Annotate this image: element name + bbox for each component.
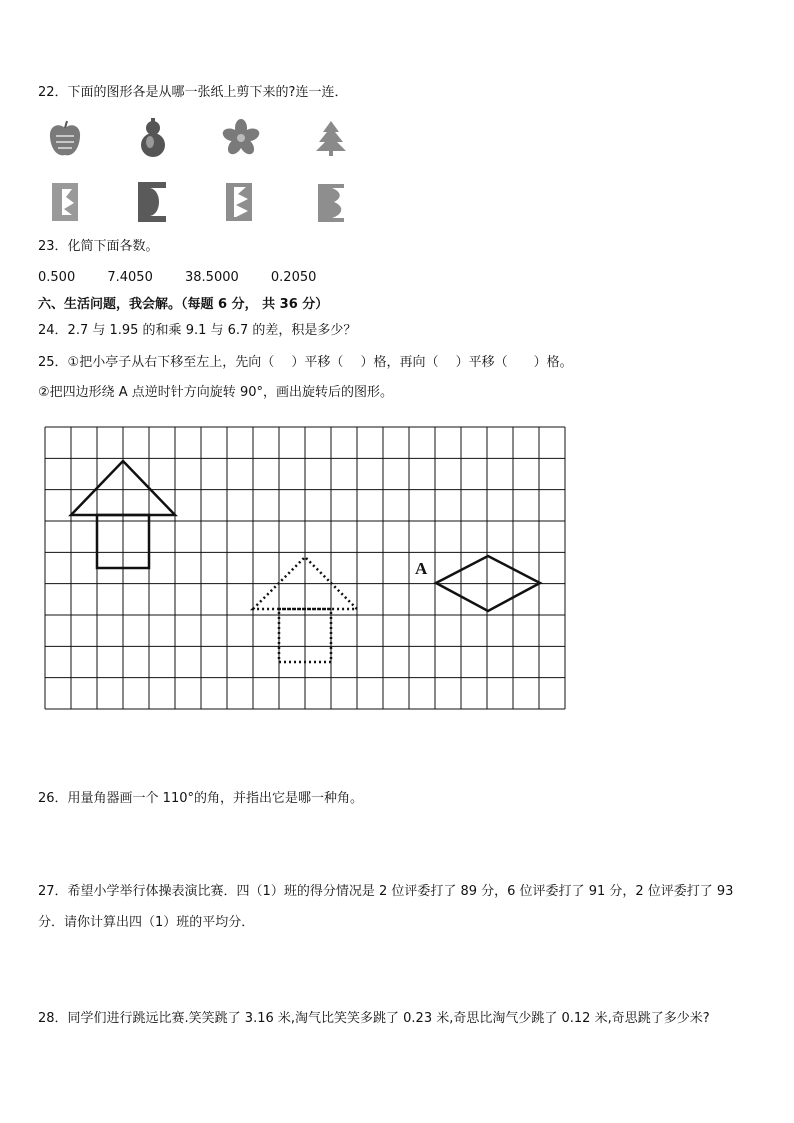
q26-text: 26．用量角器画一个 110°的角，并指出它是哪一种角。 [38, 791, 363, 806]
paper-cut-4-icon [316, 182, 346, 224]
flower-shape-icon [222, 119, 260, 157]
grid-figure [44, 426, 568, 711]
q24-text: 24．2.7 与 1.95 的和乘 9.1 与 6.7 的差，积是多少？ [38, 323, 357, 338]
number-item: 7.4050 [107, 270, 153, 285]
q23-numbers [38, 269, 344, 287]
number-item: 38.5000 [185, 270, 239, 285]
gourd-shape-icon [137, 118, 169, 158]
paper-cut-3-icon [224, 181, 254, 223]
q28-text: 28．同学们进行跳远比赛.笑笑跳了 3.16 米,淘气比笑笑多跳了 0.23 米,奇思比淘气少跳了 0.12 米,奇思跳了多少米? [38, 1011, 710, 1026]
paper-cut-2-icon [136, 180, 168, 224]
q25-part1: 25．①把小亭子从右下移至左上，先向（ ）平移（ ）格，再向（ ）平移（ ）格。 [38, 355, 573, 370]
q22-text: 22．下面的图形各是从哪一张纸上剪下来的?连一连． [38, 85, 348, 100]
point-a-label: A [415, 559, 428, 578]
q27-line1: 27．希望小学举行体操表演比赛．四（1）班的得分情况是 2 位评委打了 89 分，6 位评委打了 91 分，2 位评委打了 93 [38, 884, 734, 899]
q25-part2: ②把四边形绕 A 点逆时针方向旋转 90°，画出旋转后的图形。 [38, 385, 393, 400]
tree-shape-icon [314, 120, 348, 156]
section-title: 六、生活问题，我会解。（每题 6 分， 共 36 分） [38, 297, 329, 312]
number-item: 0.500 [38, 270, 76, 285]
number-item: 0.2050 [270, 270, 317, 285]
paper-cut-1-icon [50, 181, 80, 223]
q23-text: 23．化简下面各数。 [38, 239, 159, 254]
apple-shape-icon [48, 120, 82, 158]
q27-line2: 分．请你计算出四（1）班的平均分． [38, 915, 255, 930]
